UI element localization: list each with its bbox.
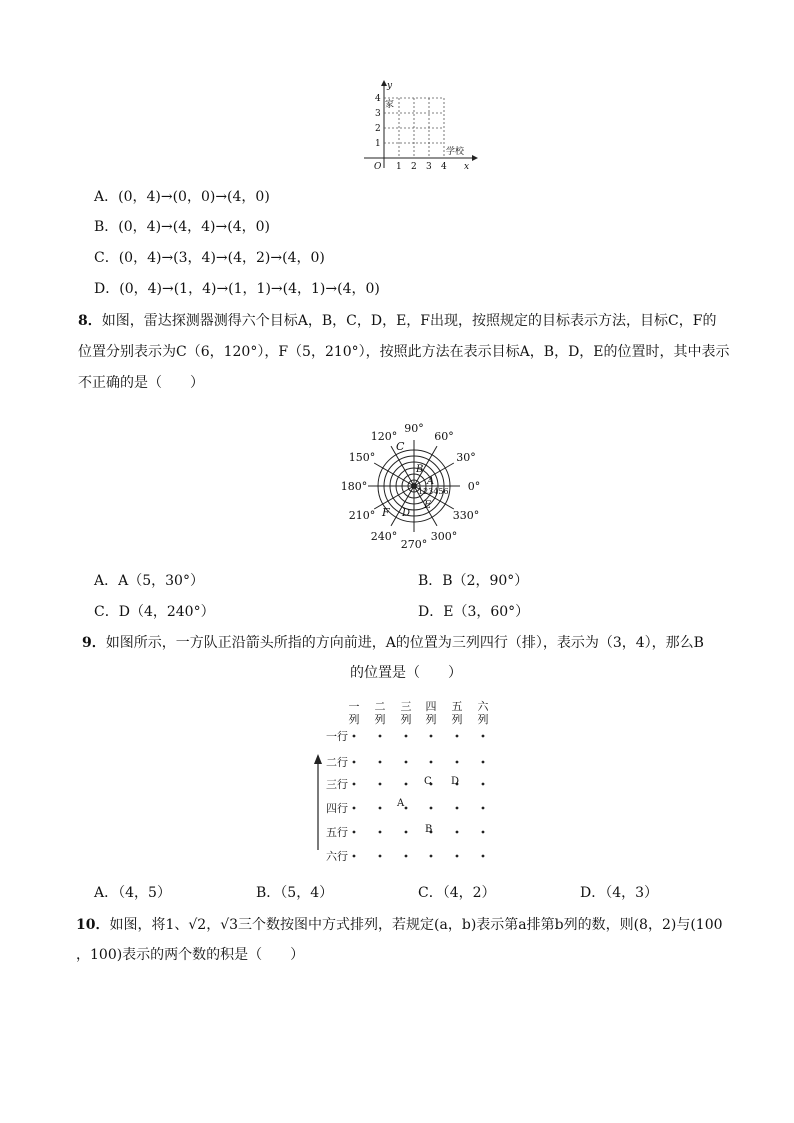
formation-dot [379,855,382,858]
formation-dot [405,783,408,786]
q8-option-b[interactable]: B．B（2，90°） [418,573,529,589]
formation-dot [482,807,485,810]
formation-dot [482,855,485,858]
q9-stem-line1: 9．如图所示，一方队正沿箭头所指的方向前进，A的位置为三列四行（排），表示为（3，4），那么B [82,635,704,651]
formation-dot [353,783,356,786]
march-arrow-head [314,754,322,764]
target-f-label: F [382,506,390,519]
radar-ring-numbers: 123456 [418,487,449,496]
formation-figure [300,698,500,870]
formation-dot [353,831,356,834]
q7-option-b[interactable]: B．(0，4)→(4，4)→(4，0) [94,219,270,235]
point-b-label: B [425,824,433,835]
formation-dot [353,735,356,738]
radar-angle-label: 30° [456,451,476,464]
formation-column-label: 五 [451,700,463,713]
q8-stem-line1: 8．如图，雷达探测器测得六个目标A，B，C，D，E，F出现，按照规定的目标表示方法，目标C，F的 [78,313,717,329]
target-d-label: D [402,508,411,519]
radar-angle-label: 300° [430,530,458,544]
formation-dot [405,761,408,764]
coordinate-grid-figure [360,78,480,174]
formation-row-label: 六行 [326,850,348,863]
formation-column-label: 一 [348,700,360,713]
formation-column-label: 列 [477,713,489,726]
formation-row-label: 五行 [326,826,348,839]
radar-angle-label: 210° [348,509,376,522]
radar-angle-label: 60° [434,429,454,443]
formation-dot [482,761,485,764]
q7-option-c[interactable]: C．(0，4)→(3，4)→(4，2)→(4，0) [94,250,325,266]
formation-dot [430,855,433,858]
radar-angle-label: 90° [404,422,424,435]
q10-stem-line1: 10．如图，将1、√2，√3三个数按图中方式排列，若规定(a，b)表示第a排第b列的数，则(8，2)与(100 [76,917,723,933]
formation-dot [456,735,459,738]
radar-angle-label: 150° [348,451,376,464]
x-tick-3: 3 [426,162,432,172]
target-e-label: E [424,500,432,511]
q9-stem-line2: 的位置是（ ） [350,665,462,681]
formation-column-label: 六 [477,700,489,713]
formation-dot [405,735,408,738]
formation-dot [456,855,459,858]
q7-option-d[interactable]: D．(0，4)→(1，4)→(1，1)→(4，1)→(4，0) [94,281,380,297]
formation-column-label: 列 [348,713,360,726]
formation-column-label: 列 [425,713,437,726]
home-label: 家 [385,100,395,110]
q10-stem-line2: ，100)表示的两个数的积是（ ） [76,947,305,963]
point-d-label: D [451,776,460,787]
radar-angle-label: 180° [340,480,368,493]
formation-dot [482,831,485,834]
radar-angle-label: 240° [370,530,398,544]
q9-option-d[interactable]: D．（4，3） [580,885,659,901]
q7-option-a[interactable]: A．(0，4)→(0，0)→(4，0) [94,189,270,205]
target-b-label: B [416,464,424,475]
formation-dot [405,855,408,858]
x-axis-label: x [464,162,470,172]
q8-option-a[interactable]: A．A（5，30°） [94,573,204,589]
formation-row-label: 四行 [326,802,348,815]
formation-dot [456,807,459,810]
y-axis-label: y [387,81,393,91]
formation-dot [379,783,382,786]
point-c-label: C [424,776,432,787]
radar-figure [330,412,500,560]
formation-row-label: 二行 [326,756,348,769]
x-tick-2: 2 [411,162,417,172]
formation-dot [405,807,408,810]
formation-dot [430,735,433,738]
formation-dot [379,807,382,810]
formation-column-label: 列 [451,713,463,726]
target-c-label: C [396,440,405,453]
formation-dot [456,831,459,834]
formation-dot [353,807,356,810]
formation-dot [430,807,433,810]
formation-dot [482,783,485,786]
formation-dot [405,831,408,834]
point-a-label: A [397,798,405,809]
formation-row-label: 一行 [326,730,348,743]
formation-dot [430,761,433,764]
formation-dot [482,735,485,738]
origin-label: O [374,162,382,172]
formation-column-label: 二 [374,700,386,713]
q8-option-d[interactable]: D．E（3，60°） [418,604,530,620]
y-tick-4: 4 [375,94,381,104]
y-tick-2: 2 [375,124,381,134]
formation-dot [456,761,459,764]
formation-column-label: 三 [400,700,412,713]
y-tick-3: 3 [375,109,381,119]
formation-dot [379,831,382,834]
formation-column-label: 列 [374,713,386,726]
school-label: 学校 [446,147,465,157]
formation-dot [379,735,382,738]
radar-angle-label: 270° [400,538,428,551]
formation-dot [353,855,356,858]
q9-option-b[interactable]: B．（5，4） [256,885,334,901]
y-tick-1: 1 [375,139,381,149]
formation-row-label: 三行 [326,778,348,791]
radar-angle-label: 120° [370,429,398,443]
radar-angle-label: 0° [467,480,481,493]
radar-angle-label: 330° [452,509,480,522]
q8-option-c[interactable]: C．D（4，240°） [94,604,215,620]
formation-column-label: 列 [400,713,412,726]
q9-option-a[interactable]: A．（4，5） [94,885,171,901]
formation-dot [353,761,356,764]
x-tick-1: 1 [396,162,402,172]
q8-stem-line3: 不正确的是（ ） [78,375,204,391]
q8-stem-line2: 位置分别表示为C（6，120°），F（5，210°），按照此方法在表示目标A，B，D，E的位置时，其中表示 [78,344,730,360]
x-tick-4: 4 [441,162,447,172]
formation-column-label: 四 [425,700,437,713]
formation-dot [379,761,382,764]
target-a-label: A [427,476,435,487]
q9-option-c[interactable]: C．（4，2） [418,885,496,901]
